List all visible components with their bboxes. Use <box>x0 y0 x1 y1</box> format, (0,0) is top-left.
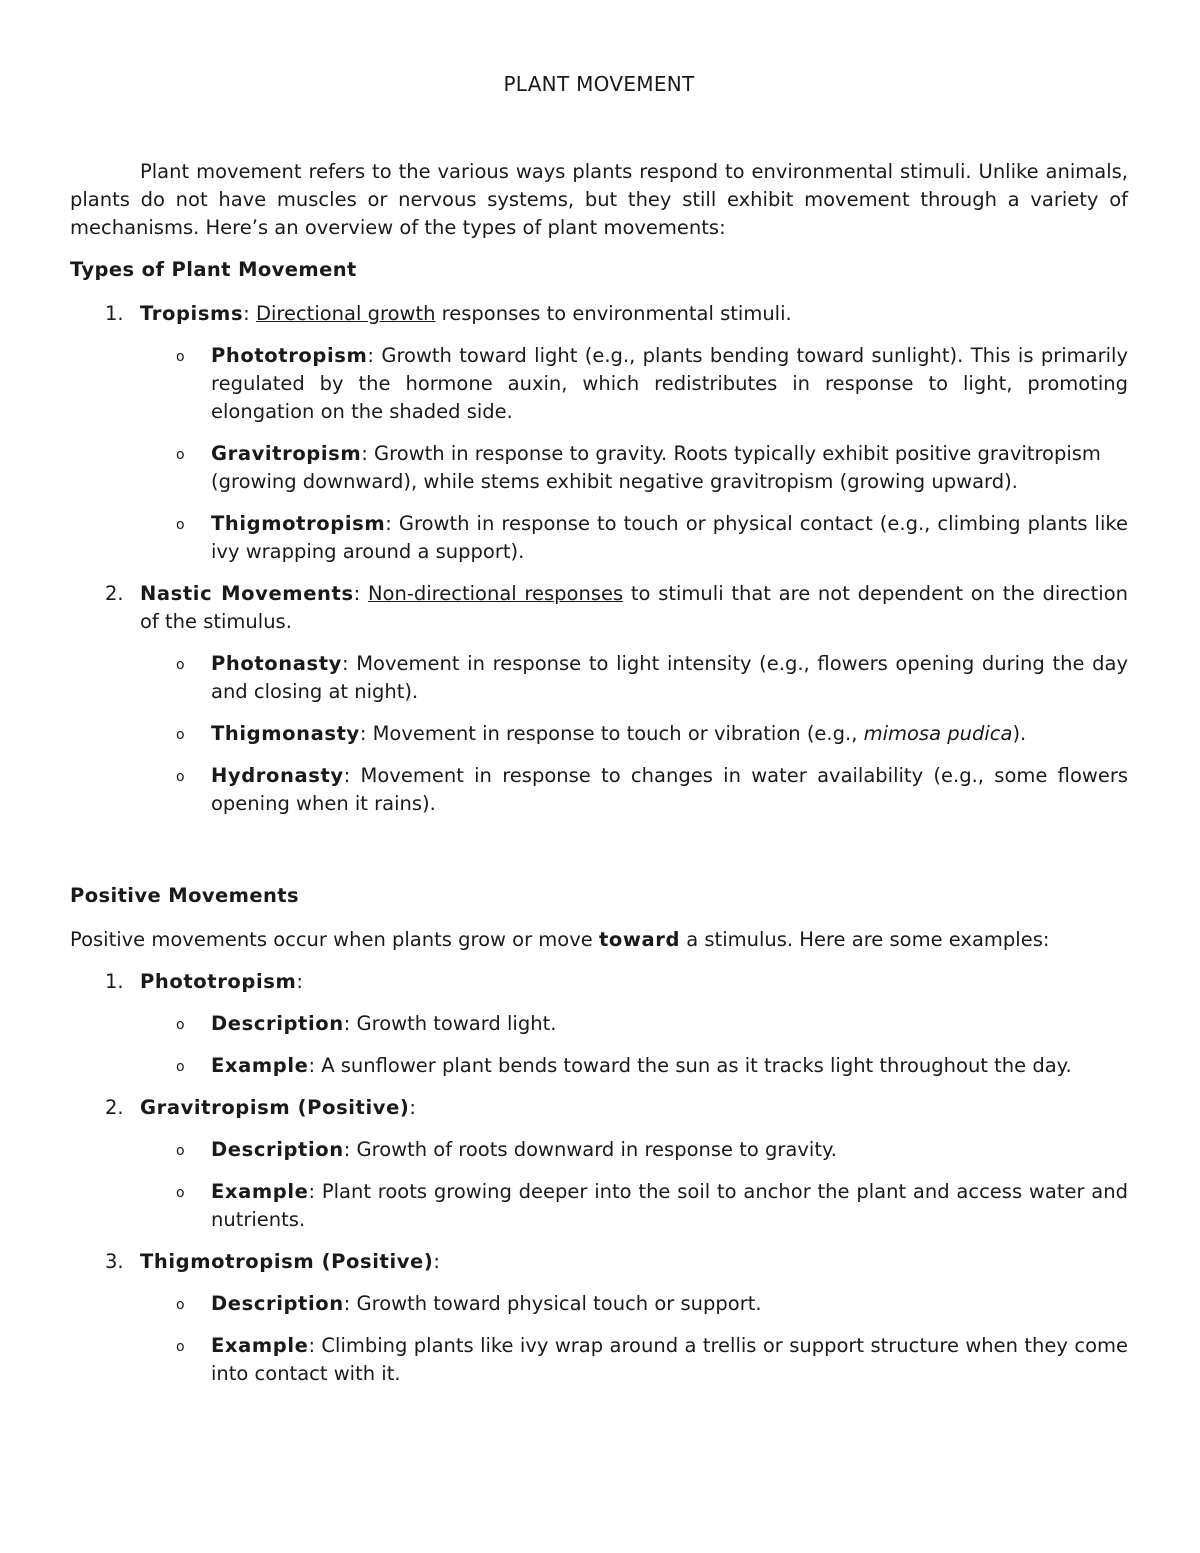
list-item-gravitropism <box>70 1094 1128 1234</box>
positive-list <box>70 968 1128 1388</box>
bullet-icon: o <box>176 517 185 533</box>
separator: : <box>243 302 256 325</box>
term: Gravitropism (Positive) <box>140 1096 410 1119</box>
sub-item-hydronasty <box>70 762 1128 818</box>
list-item-phototropism <box>70 968 1128 1080</box>
item-text: to stimuli that are not dependent on the direction of the stimulus. <box>140 582 1128 633</box>
list-item-thigmotropism <box>70 1248 1128 1388</box>
bullet-icon: o <box>176 349 185 365</box>
bullet-icon: o <box>176 1297 185 1313</box>
types-heading: Types of Plant Movement <box>70 258 357 281</box>
term: Thigmotropism <box>211 512 386 535</box>
sub-text: : Growth toward light. <box>343 1012 557 1035</box>
sub-text: : Climbing plants like ivy wrap around a trellis or support structure when they come into contact with it. <box>211 1334 1128 1385</box>
bullet-icon: o <box>176 727 185 743</box>
bullet-icon: o <box>176 1339 185 1355</box>
separator: : <box>353 582 368 605</box>
term: Photonasty <box>211 652 342 675</box>
bullet-icon: o <box>176 447 185 463</box>
term-tropisms: Tropisms <box>140 302 244 325</box>
term: Example <box>211 1334 309 1357</box>
sub-item-example <box>70 1178 1128 1234</box>
sub-item-phototropism <box>70 342 1128 426</box>
intro-text-end: a stimulus. Here are some examples: <box>680 928 1050 951</box>
list-item-nastic <box>70 580 1128 818</box>
sub-item-description <box>70 1290 1128 1318</box>
colon: : <box>296 970 303 993</box>
sub-list <box>140 1010 1128 1080</box>
sub-text: : Growth toward physical touch or support. <box>343 1292 762 1315</box>
types-list <box>70 300 1128 818</box>
positive-intro <box>70 926 1128 954</box>
term: Thigmotropism (Positive) <box>140 1250 434 1273</box>
intro-paragraph: Plant movement refers to the various ways plants respond to environmental stimuli. Unlike animals, plants do not have muscles or nervous systems, but they still exhibit movement through a variety of mechanisms. Here’s an overview of the types of plant movements: <box>70 160 1128 239</box>
sub-text: : Plant roots growing deeper into the soil to anchor the plant and access water and nutrients. <box>211 1180 1128 1231</box>
positive-heading: Positive Movements <box>70 884 300 907</box>
term: Example <box>211 1180 309 1203</box>
term: Hydronasty <box>211 764 344 787</box>
sub-text: : A sunflower plant bends toward the sun as it tracks light throughout the day. <box>308 1054 1072 1077</box>
sub-text: : Growth in response to gravity. Roots typically exhibit positive gravitropism (growing downward), while stems exhibit negative gravitropism (growing upward). <box>211 442 1101 493</box>
list-number: 2. <box>105 1096 124 1119</box>
sub-item-example <box>70 1332 1128 1388</box>
sub-list <box>140 342 1128 566</box>
sub-item-description <box>70 1136 1128 1164</box>
sub-item-photonasty <box>70 650 1128 706</box>
underlined-phrase: Directional growth <box>255 302 436 325</box>
section-spacer <box>70 832 1128 882</box>
sub-text: : Growth of roots downward in response to gravity. <box>343 1138 837 1161</box>
sub-item-gravitropism <box>70 440 1128 496</box>
intro-text: Positive movements occur when plants grow or move <box>70 928 599 951</box>
term: Thigmonasty <box>211 722 360 745</box>
sub-text: : Growth in response to touch or physical contact (e.g., climbing plants like ivy wrapping around a support). <box>211 512 1128 563</box>
term: Description <box>211 1138 344 1161</box>
bullet-icon: o <box>176 1185 185 1201</box>
list-number: 2. <box>105 582 124 605</box>
term: Phototropism <box>140 970 297 993</box>
colon: : <box>409 1096 416 1119</box>
sub-text: : Movement in response to light intensity (e.g., flowers opening during the day and closing at night). <box>211 652 1128 703</box>
term: Description <box>211 1012 344 1035</box>
sub-item-thigmotropism <box>70 510 1128 566</box>
sub-item-example <box>70 1052 1128 1080</box>
page-title: PLANT MOVEMENT <box>503 72 695 96</box>
term: Example <box>211 1054 309 1077</box>
bullet-icon: o <box>176 1143 185 1159</box>
bullet-icon: o <box>176 1059 185 1075</box>
sub-text: : Movement in response to changes in water availability (e.g., some flowers opening when it rains). <box>211 764 1128 815</box>
sub-text: : Growth toward light (e.g., plants bending toward sunlight). This is primarily regulated by the hormone auxin, which redistributes in response to light, promoting elongation on the shaded side. <box>211 344 1128 423</box>
sub-text-end: ). <box>1012 722 1027 745</box>
italic-species: mimosa pudica <box>863 722 1013 745</box>
list-number: 1. <box>105 970 124 993</box>
sub-item-thigmonasty <box>70 720 1128 748</box>
intro-bold: toward <box>598 928 681 951</box>
sub-item-description <box>70 1010 1128 1038</box>
sub-list <box>140 1136 1128 1234</box>
item-text: responses to environmental stimuli. <box>435 302 792 325</box>
term: Description <box>211 1292 344 1315</box>
sub-text: : Movement in response to touch or vibration (e.g., <box>359 722 864 745</box>
colon: : <box>433 1250 440 1273</box>
term: Phototropism <box>211 344 368 367</box>
sub-list <box>140 1290 1128 1388</box>
term: Gravitropism <box>211 442 362 465</box>
list-number: 1. <box>105 302 124 325</box>
bullet-icon: o <box>176 657 185 673</box>
list-number: 3. <box>105 1250 124 1273</box>
term-nastic: Nastic Movements <box>140 582 354 605</box>
sub-list <box>140 650 1128 818</box>
bullet-icon: o <box>176 1017 185 1033</box>
bullet-icon: o <box>176 769 185 785</box>
underlined-phrase: Non-directional responses <box>367 582 624 605</box>
list-item-tropisms <box>70 300 1128 566</box>
